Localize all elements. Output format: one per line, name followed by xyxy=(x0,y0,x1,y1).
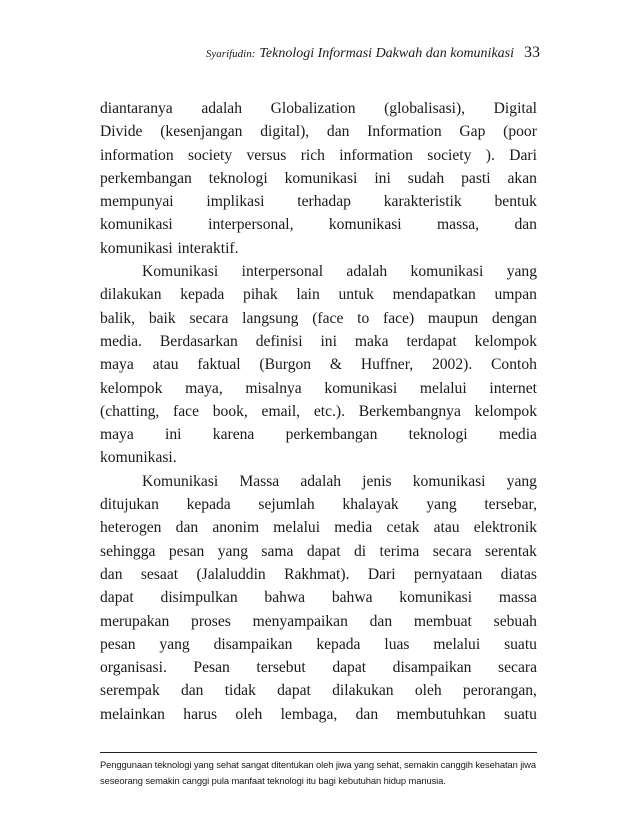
body-line xyxy=(100,633,537,656)
body-word: tersebut xyxy=(256,659,306,677)
body-word: serentak xyxy=(485,542,537,560)
body-word: dan xyxy=(369,612,393,630)
body-line xyxy=(100,237,537,260)
body-word: sesaat xyxy=(140,565,179,583)
body-word: implikasi xyxy=(206,193,265,211)
body-line xyxy=(100,330,537,353)
body-word: menyampaikan xyxy=(252,612,348,630)
body-word: bahwa xyxy=(264,589,306,607)
body-word: society xyxy=(187,146,233,164)
body-word: komunikasi xyxy=(284,169,358,187)
body-word: pesan xyxy=(168,542,205,560)
body-word: (chatting, xyxy=(100,402,160,420)
body-word: secara xyxy=(432,542,472,560)
header-author: Syarifudin: xyxy=(205,48,256,60)
body-word: faktual xyxy=(197,356,241,374)
body-word: yang xyxy=(426,496,457,514)
body-line xyxy=(100,353,537,376)
body-word: Divide xyxy=(100,123,143,141)
body-word: (kesenjangan xyxy=(160,123,243,141)
body-line xyxy=(100,97,537,120)
body-line xyxy=(100,540,537,563)
body-word: di xyxy=(353,542,367,560)
body-word: sejumlah xyxy=(258,496,315,514)
body-word: harus xyxy=(183,705,218,723)
body-word: kepada xyxy=(180,286,225,304)
body-word: email, xyxy=(261,402,301,420)
body-line xyxy=(100,307,537,330)
footnote-line: seseorang semakin canggi pula manfaat teknologi itu bagi kebutuhan hidup manusia. xyxy=(100,775,446,786)
body-word: maya xyxy=(100,426,134,444)
body-word: (poor xyxy=(503,123,537,141)
body-word: umpan xyxy=(494,286,537,304)
body-word: merupakan xyxy=(100,612,170,630)
body-line xyxy=(100,446,537,469)
body-word: komunikasi xyxy=(412,472,486,490)
body-word: diantaranya xyxy=(100,100,173,117)
body-word: adalah xyxy=(346,263,388,281)
body-word: komunikasi xyxy=(328,216,402,234)
body-word: maupun xyxy=(427,309,479,327)
body-word: interpersonal xyxy=(241,263,324,281)
body-line xyxy=(100,703,537,726)
body-line xyxy=(100,563,537,586)
body-word: adalah xyxy=(300,472,342,490)
body-word: disimpulkan xyxy=(160,589,238,607)
body-word: & xyxy=(329,356,343,374)
body-word: dapat xyxy=(306,542,341,560)
body-word: balik, xyxy=(100,309,136,327)
body-word: rich xyxy=(300,146,325,164)
body-word: perkembangan xyxy=(285,426,378,444)
body-word: elektronik xyxy=(473,519,537,537)
page-number: 33 xyxy=(524,44,540,61)
body-word: media. xyxy=(100,332,142,350)
body-word: ini xyxy=(320,332,337,350)
running-header xyxy=(100,44,540,74)
body-word: tersebar, xyxy=(484,496,537,514)
header-book-title: Teknologi Informasi Dakwah dan komunikasi xyxy=(259,46,514,61)
body-word: information xyxy=(100,146,174,164)
body-word: perorangan, xyxy=(462,682,537,700)
body-word: karakteristik xyxy=(383,193,462,211)
body-word: dan xyxy=(355,705,379,723)
body-line xyxy=(100,144,537,167)
body-word: pihak xyxy=(243,286,278,304)
body-word: internet xyxy=(489,379,537,397)
body-word: dilakukan xyxy=(332,682,394,700)
body-word: dan xyxy=(326,123,350,141)
body-word: sudah xyxy=(407,169,445,187)
body-word: maya xyxy=(100,356,134,374)
footnote-line: Penggunaan teknologi yang sehat sangat ditentukan oleh jiwa yang sehat, semakin canggih kesehatan jiwa xyxy=(100,759,536,770)
body-word: face) xyxy=(383,309,415,327)
body-word: versus xyxy=(246,146,287,164)
body-text xyxy=(100,97,537,726)
body-word: yang xyxy=(506,472,537,490)
body-word: yang xyxy=(506,263,537,281)
body-word: diatas xyxy=(500,565,537,583)
body-word: Dari xyxy=(367,565,396,583)
body-line xyxy=(100,470,537,493)
body-word: adalah xyxy=(201,100,243,117)
body-word: Komunikasi xyxy=(142,472,219,490)
body-word: society xyxy=(427,146,472,164)
body-word: dan xyxy=(180,682,204,700)
body-word: bentuk xyxy=(494,193,537,211)
body-word: secara xyxy=(189,309,229,327)
body-word: komunikasi xyxy=(100,216,173,234)
body-word: Gap xyxy=(459,123,486,141)
body-line xyxy=(100,656,537,679)
body-word: bahwa xyxy=(331,589,373,607)
body-line xyxy=(100,213,537,236)
body-word: (globalisasi), xyxy=(384,100,466,117)
body-word: dengan xyxy=(491,309,537,327)
body-word: Dari xyxy=(509,146,537,164)
body-word: khalayak xyxy=(342,496,399,514)
body-word: Komunikasi xyxy=(142,263,219,281)
body-line xyxy=(100,377,537,400)
body-word: melainkan xyxy=(100,705,165,723)
body-word: tidak xyxy=(224,682,256,700)
body-word: Huffner, xyxy=(360,356,414,374)
body-word: misalnya xyxy=(245,379,302,397)
body-word: 2002). xyxy=(431,356,473,374)
body-line xyxy=(100,610,537,633)
body-word: atau xyxy=(433,519,460,537)
body-word: maka xyxy=(354,332,389,350)
body-word: Rakhmat). xyxy=(284,565,350,583)
body-word: disampaikan xyxy=(213,635,293,653)
body-word: oleh xyxy=(414,682,442,700)
body-word: cetak xyxy=(386,519,420,537)
body-word: information xyxy=(339,146,413,164)
body-word: sebuah xyxy=(493,612,537,630)
body-word: Pesan xyxy=(193,659,230,677)
body-word: luas xyxy=(384,635,410,653)
body-word: dan xyxy=(100,565,123,583)
body-word: terima xyxy=(379,542,420,560)
body-word: Globalization xyxy=(270,100,356,117)
body-word: dan xyxy=(514,216,537,234)
body-word: karena xyxy=(212,426,255,444)
body-word: Massa xyxy=(239,472,280,490)
body-word: pernyataan xyxy=(413,565,483,583)
body-word: terhadap xyxy=(297,193,351,211)
body-word: serempak xyxy=(100,682,160,700)
body-word: organisasi. xyxy=(100,659,167,677)
body-line xyxy=(100,516,537,539)
body-word: (Burgon xyxy=(259,356,312,374)
body-line xyxy=(100,190,537,213)
body-word: dilakukan xyxy=(100,286,162,304)
body-word: teknologi xyxy=(408,426,468,444)
body-word: massa, xyxy=(437,216,480,234)
body-word: sama xyxy=(261,542,294,560)
body-word: kepada xyxy=(316,635,361,653)
body-line xyxy=(100,260,537,283)
body-word: kepada xyxy=(186,496,231,514)
body-word: ditujukan xyxy=(100,496,159,514)
body-word: to xyxy=(357,309,370,327)
body-word: etc.). xyxy=(313,402,345,420)
body-word: ini xyxy=(374,169,391,187)
body-word: komunikasi xyxy=(100,239,173,257)
body-line xyxy=(100,167,537,190)
body-word: Berdasarkan xyxy=(159,332,238,350)
body-word: kelompok xyxy=(100,379,163,397)
body-word: Berkembangnya xyxy=(358,402,461,420)
body-word: dapat xyxy=(100,589,134,607)
body-word: komunikasi xyxy=(410,263,484,281)
body-word: mendapatkan xyxy=(392,286,476,304)
body-word: perkembangan xyxy=(100,169,192,187)
body-word: maya, xyxy=(185,379,223,397)
body-word: komunikasi. xyxy=(100,449,177,467)
body-word: interaktif. xyxy=(177,239,239,257)
body-word: yang xyxy=(217,542,249,560)
body-word: media xyxy=(334,519,373,537)
body-line xyxy=(100,400,537,423)
body-word: (face xyxy=(312,309,344,327)
body-word: komunikasi xyxy=(399,589,473,607)
body-word: lain xyxy=(296,286,320,304)
body-word: melalui xyxy=(419,379,467,397)
body-word: langsung xyxy=(242,309,299,327)
body-word: mempunyai xyxy=(100,193,174,211)
body-word: melalui xyxy=(273,519,321,537)
body-word: proses xyxy=(191,612,231,630)
body-word: jenis xyxy=(362,472,392,490)
body-word: dan xyxy=(175,519,199,537)
body-line xyxy=(100,423,537,446)
body-word: (Jalaluddin xyxy=(196,565,266,583)
body-word: Digital xyxy=(493,100,537,117)
body-word: kelompok xyxy=(474,332,537,350)
body-word: face xyxy=(173,402,200,420)
body-word: yang xyxy=(159,635,190,653)
body-word: akan xyxy=(507,169,537,187)
body-word: anonim xyxy=(212,519,260,537)
body-word: komunikasi xyxy=(324,379,398,397)
body-word: teknologi xyxy=(208,169,268,187)
body-word: sehingga xyxy=(100,542,156,560)
body-word: book, xyxy=(212,402,248,420)
body-word: Contoh xyxy=(491,356,537,374)
body-line xyxy=(100,493,537,516)
body-word: definisi xyxy=(255,332,303,350)
body-word: atau xyxy=(152,356,179,374)
body-word: melalui xyxy=(433,635,481,653)
body-word: dapat xyxy=(277,682,311,700)
body-word: media xyxy=(498,426,537,444)
body-word: terdapat xyxy=(406,332,457,350)
body-word: dapat xyxy=(332,659,367,677)
body-line xyxy=(100,586,537,609)
body-word: interpersonal, xyxy=(208,216,294,234)
body-word: digital), xyxy=(260,123,310,141)
body-word: kelompok xyxy=(474,402,537,420)
body-word: lembaga, xyxy=(280,705,338,723)
body-word: massa xyxy=(498,589,537,607)
body-word: oleh xyxy=(235,705,263,723)
body-word: membutuhkan xyxy=(396,705,486,723)
body-word: ). xyxy=(485,146,495,164)
body-line xyxy=(100,120,537,143)
body-word: membuat xyxy=(413,612,472,630)
body-word: untuk xyxy=(338,286,374,304)
body-line xyxy=(100,283,537,306)
body-word: suatu xyxy=(504,635,537,653)
body-word: suatu xyxy=(504,705,537,723)
body-word: pesan xyxy=(100,635,136,653)
body-line xyxy=(100,679,537,702)
body-word: pasti xyxy=(461,169,491,187)
body-word: disampaikan xyxy=(392,659,472,677)
footnote-divider xyxy=(100,752,537,753)
body-word: heterogen xyxy=(100,519,162,537)
body-word: secara xyxy=(498,659,537,677)
body-word: Information xyxy=(367,123,442,141)
body-word: ini xyxy=(165,426,182,444)
body-word: baik xyxy=(148,309,176,327)
footnote xyxy=(100,757,540,789)
